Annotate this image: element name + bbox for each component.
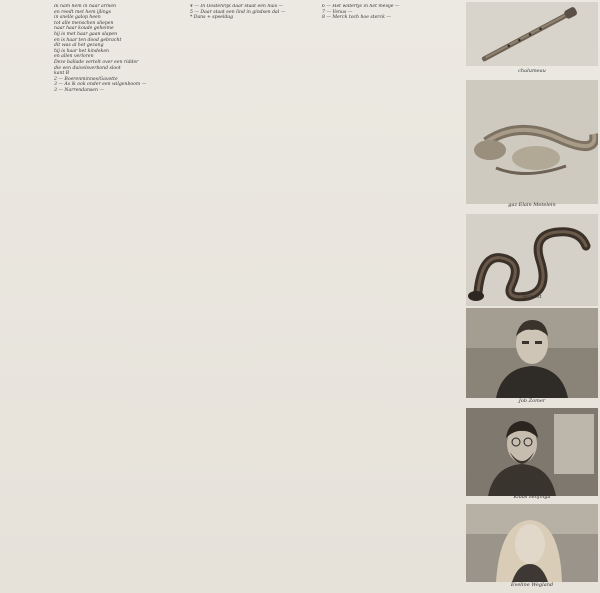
text-line: in snelle galop heen: [54, 15, 101, 21]
text-line: dit was al het gezang: [54, 43, 104, 49]
text-line: en reedt met hem ijlings: [54, 9, 111, 15]
job-zomer-caption: Job Zomer: [518, 398, 546, 404]
eveline-wegland-photo: [466, 504, 598, 582]
text-line: die een duivelsverbond sloot: [54, 65, 121, 71]
text-column-2: [190, 4, 322, 590]
gaz-caption: gaz Elain Metelein: [508, 202, 556, 208]
instrument-gaz-photo: [466, 80, 598, 204]
chalumeau-caption: chalumeau: [518, 68, 546, 74]
text-line: 6 — Het wiltertje in het meisje —: [322, 4, 400, 9]
text-line: hij is haar het kindeken: [54, 48, 110, 54]
text-line: 3 — Narrendansen —: [54, 87, 104, 93]
text-line: 8 — Merck toch hoe sterck —: [322, 15, 391, 21]
text-line: hij is met haar gaan slapen: [54, 31, 118, 37]
text-column-1: [54, 4, 180, 590]
text-line: en allen verloren: [54, 54, 94, 60]
text-column-3: [322, 4, 462, 590]
text-line: Ik nam hem in haar armen: [54, 4, 117, 9]
chalumeau-photo: [466, 2, 598, 66]
job-zomer-photo: [466, 308, 598, 398]
text-line: naar haar koude geheime: [54, 26, 114, 32]
text-line: 2 — Boerenminnes/Gavotte: [54, 76, 118, 82]
text-line: Deze ballade vertelt over een ridder: [54, 59, 139, 65]
text-line: * Dans + speeldag: [190, 15, 234, 21]
text-line: 5 — Daar staat een lind in gindsen dal —: [190, 9, 286, 15]
text-line: 7 — Venus —: [322, 9, 353, 15]
serpent-photo: [466, 214, 598, 306]
text-line: 3 — As ik ook onder een wilgenboom —: [54, 82, 147, 88]
photo-column: [466, 2, 598, 592]
text-line: 4 — In Oostenrijk daar staat een huis —: [190, 4, 284, 9]
text-line: kant B: [54, 71, 70, 77]
eveline-wegland-caption: Eveline Wegland: [510, 582, 554, 588]
serpent-caption: serpent: [522, 294, 542, 300]
text-line: tot alle menschen sliepen: [54, 20, 114, 26]
text-line: en is haar ten dood gebracht: [54, 37, 122, 43]
klaas-hoijinga-photo: [466, 408, 598, 496]
klaas-hoijinga-caption: Klaas Hoijinga: [513, 494, 551, 500]
